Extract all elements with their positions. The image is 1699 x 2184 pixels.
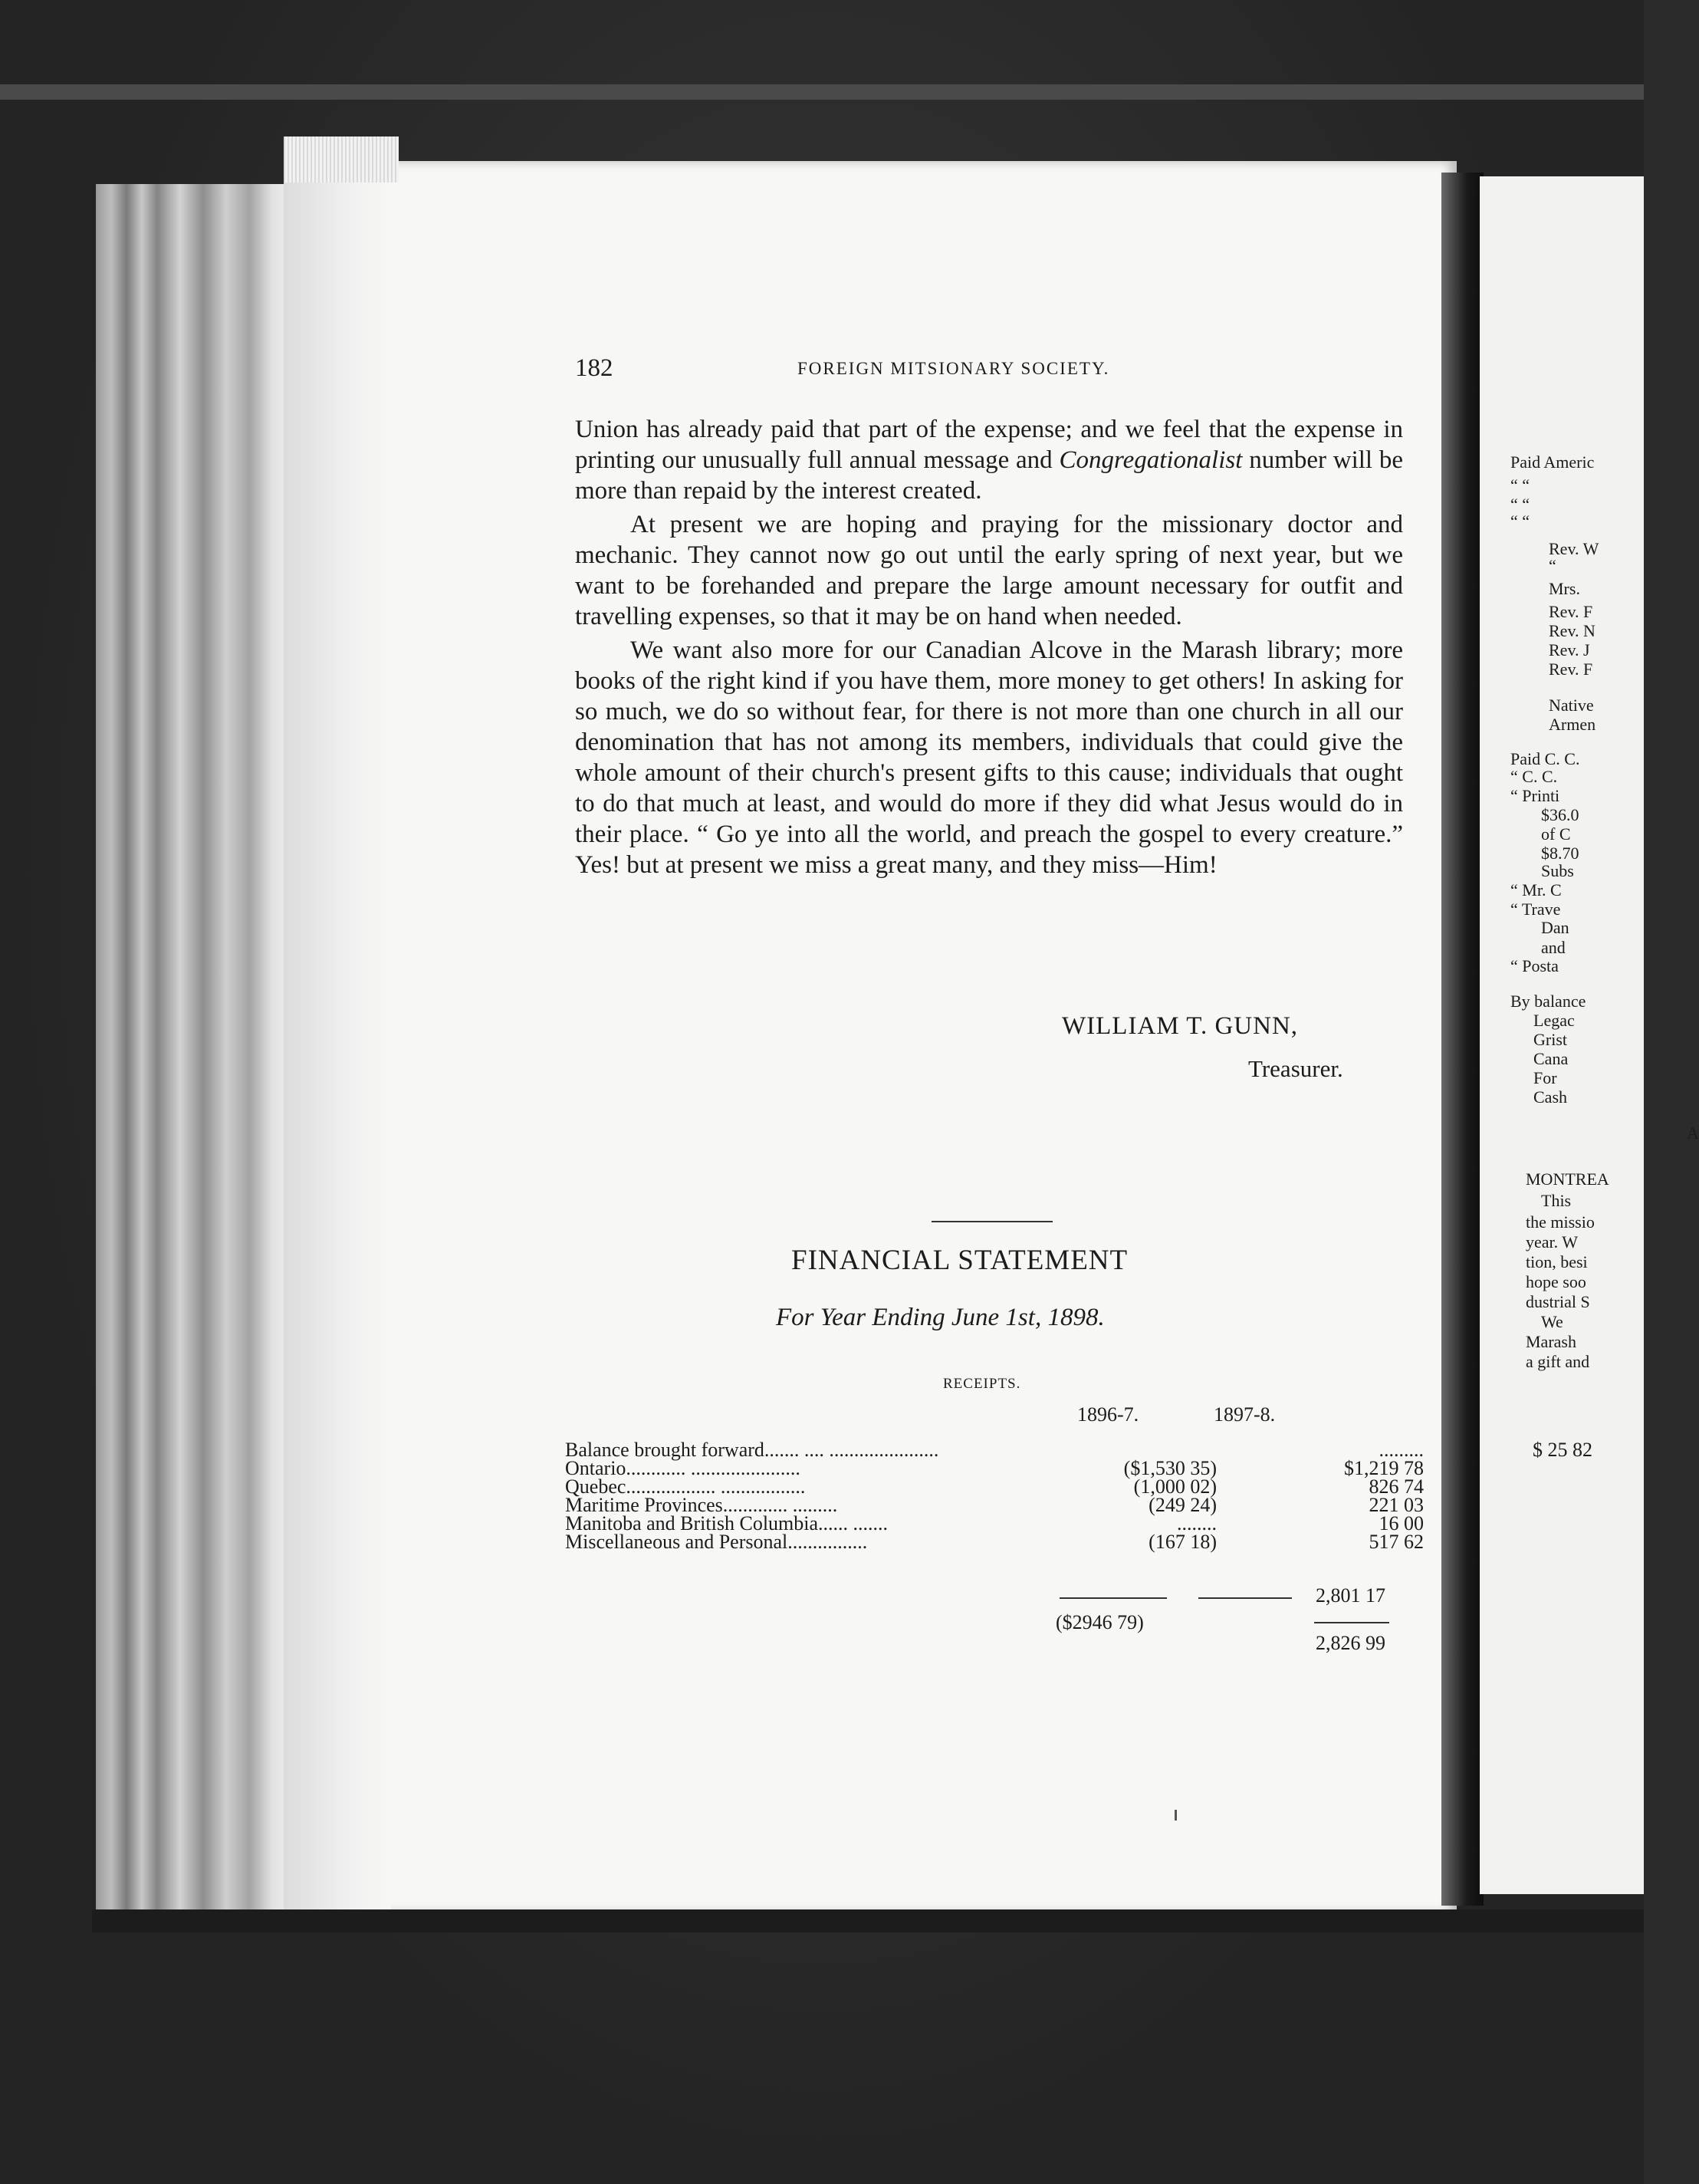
right-page-fragment: Cana — [1533, 1049, 1569, 1068]
subtotal-rule-1897 — [1198, 1597, 1292, 1599]
right-page-fragment: This — [1541, 1191, 1572, 1210]
row-label: Miscellaneous and Personal................ — [565, 1531, 868, 1553]
total-1896: ($2946 79) — [1056, 1611, 1144, 1633]
right-page-fragment: $36.0 — [1541, 805, 1579, 824]
paragraph-1-start: Union has already paid that part of the expense; and we feel that the expense in printing our unusually full annual message and — [575, 416, 1403, 474]
scanner-bar — [0, 84, 1644, 100]
right-page-fragment: Subs — [1541, 861, 1574, 880]
value-1896: (167 18) — [1149, 1531, 1217, 1553]
paragraph-1-end: number will be more than repaid by the interest created. — [575, 446, 1404, 505]
page-edges — [96, 184, 295, 1932]
page-number: 182 — [575, 354, 613, 382]
value-1897: 221 03 — [1369, 1494, 1424, 1516]
signature-name: WILLIAM T. GUNN, — [1062, 1012, 1299, 1040]
right-page-fragment: $8.70 — [1541, 844, 1579, 863]
right-page-fragment: “ Printi — [1510, 786, 1560, 805]
row-label: Maritime Provinces............. ......... — [565, 1494, 838, 1516]
column-header-1896: 1896-7. — [1077, 1403, 1139, 1426]
value-1897: $1,219 78 — [1344, 1457, 1424, 1479]
financial-title: FINANCIAL STATEMENT — [791, 1245, 1129, 1276]
running-header — [575, 354, 1403, 385]
right-page-fragment: the missio — [1526, 1212, 1595, 1232]
right-page-fragment: “ “ — [1510, 511, 1530, 531]
right-page-fragment: MONTREA — [1526, 1169, 1609, 1189]
paragraph-3: We want also more for our Canadian Alcove in the Marash library; more books of the right kind if you have them, more money to get others! In asking for so much, we do so without fear, for there is not more than one church in all our denomination that has not among its members, individuals that could give the whole amount of their church's present gifts to this cause; individuals that ought to do that much at least, and would do more if they did what Jesus would do in their place. “ Go ye into all the world, and preach the gospel to every creature.” Yes! but at present we miss a great many, and they miss—Him! — [575, 636, 1403, 879]
section-divider — [932, 1221, 1053, 1222]
right-page-fragment: Mrs. — [1549, 579, 1580, 598]
paragraph-2: At present we are hoping and praying for the missionary doctor and mechanic. They cannot now go out until the early spring of next year, but we want to be forehanded and prepare the large amount necessary for outfit and travelling expenses, so that it may be on hand when needed. — [575, 511, 1403, 630]
right-page-fragment: Armen — [1549, 715, 1596, 734]
value-1896: ($1,530 35) — [1123, 1457, 1217, 1479]
subtotal-rule-1896 — [1060, 1597, 1167, 1599]
column-header-1897: 1897-8. — [1214, 1403, 1276, 1426]
running-title: FOREIGN MITSIONARY SOCIETY. — [797, 359, 1110, 378]
right-page-fragment: Rev. W — [1549, 539, 1599, 558]
row-label: Quebec.................. ................. — [565, 1475, 806, 1498]
right-page-fragment: We — [1541, 1312, 1563, 1331]
right-page-fragment: year. W — [1526, 1232, 1579, 1252]
value-1897: 517 62 — [1369, 1531, 1424, 1553]
book-gutter — [1441, 173, 1484, 1906]
paragraph-1 — [575, 414, 1403, 506]
subtotal-1897: 2,801 17 — [1316, 1584, 1385, 1607]
right-page-fragment: “ Mr. C — [1510, 880, 1562, 900]
right-page-fragment: and — [1541, 938, 1566, 957]
right-page-fragment: “ Posta — [1510, 956, 1559, 975]
page-fore-edge — [284, 161, 391, 1913]
right-page-fragment: tion, besi — [1526, 1252, 1588, 1271]
right-page-fragment: Rev. N — [1549, 621, 1595, 640]
right-page-fragment: Paid Americ — [1510, 452, 1595, 472]
right-page-fragment: a gift and — [1526, 1352, 1590, 1371]
right-page-fragment: Grist — [1533, 1030, 1567, 1049]
right-page-fragment: dustrial S — [1526, 1292, 1590, 1311]
right-page-fragment: Native — [1549, 696, 1594, 715]
stray-mark — [1175, 1810, 1177, 1821]
row-label: Ontario............ ...................... — [565, 1457, 800, 1479]
signature-role: Treasurer. — [1248, 1055, 1343, 1082]
row-label: Balance brought forward....... .... ...................... — [565, 1439, 939, 1461]
value-1896: (1,000 02) — [1133, 1475, 1217, 1498]
value-1897: ......... — [1379, 1439, 1424, 1461]
right-page-fragment: “ — [1549, 556, 1556, 575]
right-page-fragment: Marash — [1526, 1332, 1576, 1351]
row-label: Manitoba and British Columbia...... ....... — [565, 1512, 889, 1534]
paragraph-1-italic: Congregationalist — [1059, 446, 1243, 474]
page-edges-top — [284, 136, 399, 183]
value-total: $ 25 82 — [1533, 1439, 1592, 1461]
right-page-fragment: “ “ — [1510, 495, 1530, 514]
value-1896: ........ — [1177, 1512, 1217, 1534]
right-page-fragment: “ Trave — [1510, 900, 1561, 919]
page-bottom-shadow — [92, 1909, 1644, 1932]
right-page-fragment: Rev. F — [1549, 659, 1593, 679]
right-page-fragment: By balance — [1510, 992, 1586, 1011]
grand-total: 2,826 99 — [1316, 1632, 1385, 1654]
right-page-fragment: Cash — [1533, 1087, 1567, 1107]
value-1897: 16 00 — [1379, 1512, 1424, 1534]
right-page-fragment: hope soo — [1526, 1272, 1586, 1291]
right-page-fragment: For — [1533, 1068, 1557, 1087]
right-page — [1480, 176, 1699, 1894]
value-1897: 826 74 — [1369, 1475, 1424, 1498]
right-page-fragment: Legac — [1533, 1011, 1575, 1030]
right-page-fragment: of C — [1541, 824, 1571, 844]
right-page-fragment: Rev. J — [1549, 640, 1590, 659]
right-page-fragment: Rev. F — [1549, 602, 1593, 621]
right-page-fragment: “ “ — [1510, 475, 1530, 495]
body-text — [575, 414, 1403, 880]
receipts-heading: RECEIPTS. — [943, 1376, 1021, 1392]
right-page-fragment: A — [1687, 1123, 1699, 1143]
right-page-fragment: Dan — [1541, 918, 1569, 937]
value-1896: (249 24) — [1149, 1494, 1217, 1516]
right-page-fragment: “ C. C. — [1510, 767, 1558, 786]
financial-subtitle: For Year Ending June 1st, 1898. — [776, 1304, 1105, 1331]
right-page-fragment: Paid C. C. — [1510, 749, 1580, 768]
grand-total-rule — [1314, 1622, 1389, 1623]
